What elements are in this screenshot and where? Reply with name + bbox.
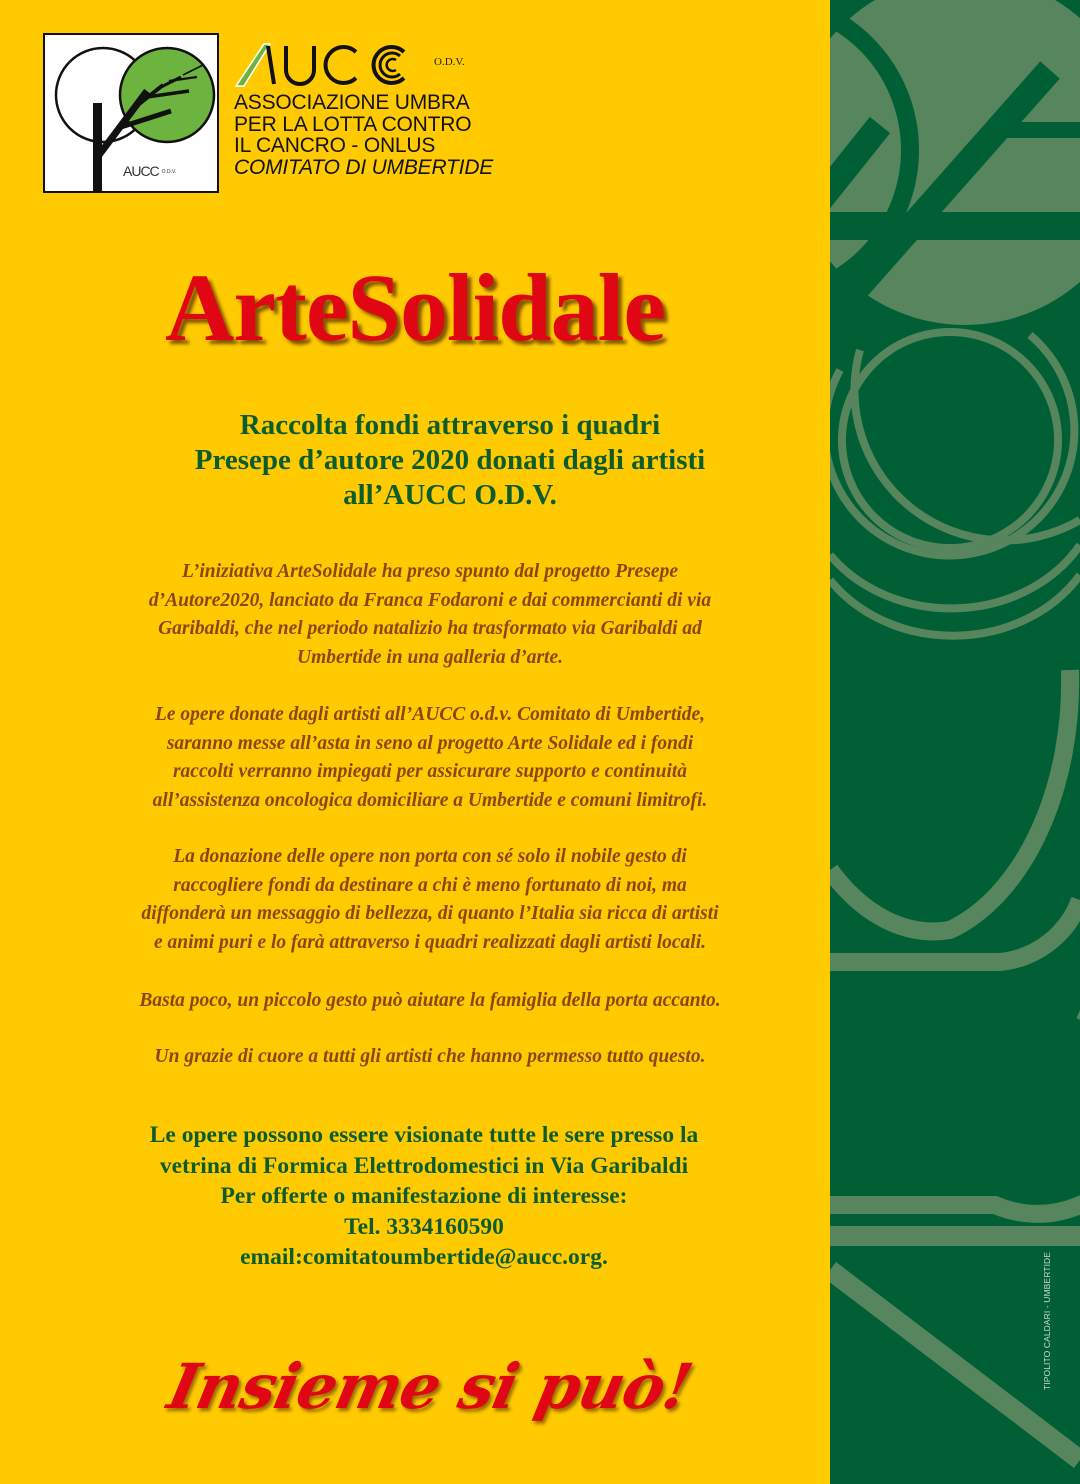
paragraph-line: Le opere donate dagli artisti all’AUCC o.d.v. Comitato di Umbertide,: [154, 704, 706, 725]
org-name: [234, 92, 493, 178]
subtitle-line: Raccolta fondi attraverso i quadri: [239, 409, 661, 441]
subtitle-line: all’AUCC O.D.V.: [343, 479, 557, 511]
contact-line: Per offerte o manifestazione di interesse:: [220, 1183, 628, 1209]
brand-odv-label: O.D.V.: [434, 56, 465, 68]
paragraph-line: Umbertide in una galleria d’arte.: [297, 646, 563, 668]
paragraph-line: Un grazie di cuore a tutti gli artisti che hanno permesso tutto questo.: [154, 1046, 706, 1067]
logo-mini-text: AUCC: [123, 163, 159, 179]
contact-line: vetrina di Formica Elettrodomestici in Via Garibaldi: [159, 1152, 689, 1179]
paragraph-donation: [30, 843, 830, 957]
org-line: ASSOCIAZIONE UMBRA: [234, 91, 470, 114]
paragraph-line: Basta poco, un piccolo gesto può aiutare la famiglia della porta accanto.: [139, 990, 721, 1011]
logo-mini-wordmark: [123, 163, 176, 179]
subtitle-line: Presepe d’autore 2020 donati dagli artisti: [194, 444, 706, 476]
slogan: Insieme si può!: [161, 1350, 699, 1423]
aucc-tree-logo: [43, 33, 219, 193]
paragraph-line: raccogliere fondi da destinare a chi è meno fortunato di noi, ma: [173, 874, 687, 896]
paragraph-line: raccolti verranno impiegati per assicurare supporto e continuità: [172, 761, 688, 782]
org-committee-line: COMITATO DI UMBERTIDE: [234, 155, 494, 179]
paragraph-line: diffonderà un messaggio di bellezza, di quanto l’Italia sia ricca di artisti: [141, 903, 719, 924]
org-line: IL CANCRO - ONLUS: [234, 134, 436, 157]
paragraph-line: L’iniziativa ArteSolidale ha preso spunto dal progetto Presepe: [181, 561, 678, 582]
printer-credit: TIPOLITO CALDARI - UMBERTIDE: [1042, 1251, 1052, 1390]
paragraph-auction: [30, 701, 830, 815]
org-line: PER LA LOTTA CONTRO: [234, 112, 472, 136]
paragraph-line: saranno messe all’asta in seno al progetto Arte Solidale ed i fondi: [166, 732, 694, 754]
contact-block: [0, 1120, 848, 1273]
contact-line: Le opere possono essere visionate tutte le sere presso la: [149, 1122, 699, 1148]
paragraph-line: all’assistenza oncologica domiciliare a Umbertide e comuni limitrofi.: [152, 789, 708, 811]
contact-email[interactable]: email:comitatoumbertide@aucc.org.: [240, 1244, 608, 1270]
page-title: ArteSolidale: [165, 254, 665, 361]
paragraph-thanks: [30, 1043, 830, 1072]
paragraph-small-gesture: [30, 987, 830, 1016]
paragraph-line: Garibaldi, che nel periodo natalizio ha trasformato via Garibaldi ad: [158, 618, 702, 639]
paragraph-line: e animi puri e lo farà attraverso i quadri realizzati dagli artisti locali.: [154, 931, 706, 953]
subtitle: [0, 408, 900, 513]
logo-mini-odv: O.D.V.: [161, 169, 177, 176]
paragraph-line: La donazione delle opere non porta con sé solo il nobile gesto di: [173, 846, 687, 867]
paragraph-line: d’Autore2020, lanciato da Franca Fodaroni e dai commercianti di via: [148, 589, 712, 611]
contact-phone[interactable]: Tel. 3334160590: [344, 1213, 504, 1240]
paragraph-initiative: [30, 558, 830, 672]
